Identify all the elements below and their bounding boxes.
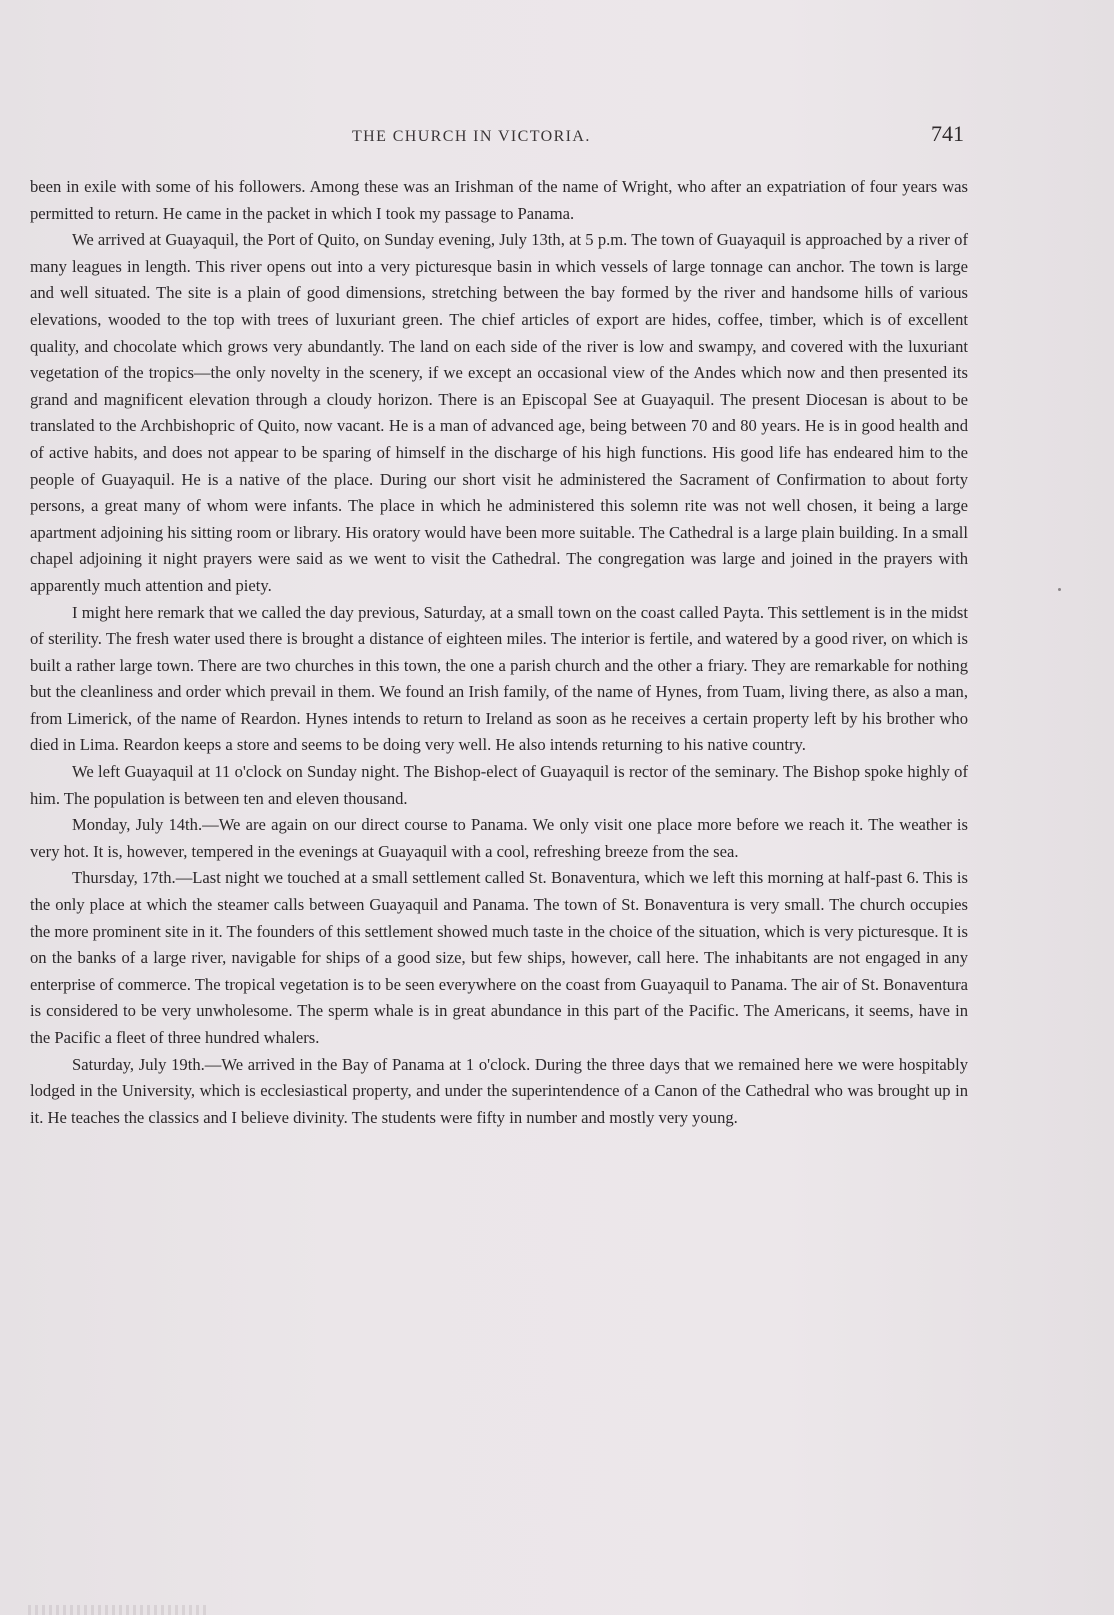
running-title: THE CHURCH IN VICTORIA. xyxy=(352,128,591,145)
paragraph-departure: We left Guayaquil at 11 o'clock on Sunday night. The Bishop-elect of Guayaquil is rector of the seminary. The Bishop spoke highly of him. The population is between ten and eleven thousand. xyxy=(30,762,968,808)
page-number: 741 xyxy=(931,121,964,146)
body-text xyxy=(30,174,968,1131)
paragraph-monday: Monday, July 14th.—We are again on our direct course to Panama. We only visit one place more before we reach it. The weather is very hot. It is, however, tempered in the evenings at Guayaquil with a cool, refreshing breeze from the sea. xyxy=(30,815,968,861)
paragraph-thursday: Thursday, 17th.—Last night we touched at a small settlement called St. Bonaventura, which we left this morning at half-past 6. This is the only place at which the steamer calls between Guayaquil and Panama. The town of St. Bonaventura is very small. The church occupies the more prominent site in it. The founders of this settlement showed much taste in the choice of the situation, which is very picturesque. It is on the banks of a large river, navigable for ships of a good size, but few ships, however, call here. The inhabitants are not engaged in any enterprise of commerce. The tropical vegetation is to be seen everywhere on the coast from Guayaquil to Panama. The air of St. Bonaventura is considered to be very unwholesome. The sperm whale is in great abundance in this part of the Pacific. The Americans, it seems, have in the Pacific a fleet of three hundred whalers. xyxy=(30,868,968,1047)
paragraph-saturday: Saturday, July 19th.—We arrived in the Bay of Panama at 1 o'clock. During the three days that we remained here we were hospitably lodged in the University, which is ecclesiastical property, and under the superintendence of a Canon of the Cathedral who was brought up in it. He teaches the classics and I believe divinity. The students were fifty in number and mostly very young. xyxy=(30,1054,968,1127)
paragraph-guayaquil: We arrived at Guayaquil, the Port of Quito, on Sunday evening, July 13th, at 5 p.m. The town of Guayaquil is approached by a river of many leagues in length. This river opens out into a very picturesque basin in which vessels of large tonnage can anchor. The town is large and well situated. The site is a plain of good dimensions, stretching between the bay formed by the river and handsome hills of various elevations, wooded to the top with trees of luxuriant green. The chief articles of export are hides, coffee, timber, which is of excellent quality, and chocolate which grows very abundantly. The land on each side of the river is low and swampy, and covered with the luxuriant vegetation of the tropics—the only novelty in the scenery, if we except an occasional view of the Andes which now and then presented its grand and magnificent elevation through a cloudy horizon. There is an Episcopal See at Guayaquil. The present Diocesan is about to be translated to the Archbishopric of Quito, now vacant. He is a man of advanced age, being between 70 and 80 years. He is in good health and of active habits, and does not appear to be sparing of himself in the discharge of his high functions. His good life has endeared him to the people of Guayaquil. He is a native of the place. During our short visit he administered the Sacrament of Confirmation to about forty persons, a great many of whom were infants. The place in which he administered this solemn rite was not well chosen, it being a large apartment adjoining his sitting room or library. His oratory would have been more suitable. The Cathedral is a large plain building. In a small chapel adjoining it night prayers were said as we went to visit the Cathedral. The congregation was large and joined in the prayers with apparently much attention and piety. xyxy=(30,230,968,595)
running-head xyxy=(0,121,1114,152)
paragraph-exile: been in exile with some of his followers. Among these was an Irishman of the name of Wright, who after an expatriation of four years was permitted to return. He came in the packet in which I took my passage to Panama. xyxy=(30,177,968,223)
bottom-edge-smudge xyxy=(28,1605,208,1615)
paragraph-payta: I might here remark that we called the day previous, Saturday, at a small town on the coast called Payta. This settlement is in the midst of sterility. The fresh water used there is brought a distance of eighteen miles. The interior is fertile, and watered by a good river, on which is built a rather large town. There are two churches in this town, the one a parish church and the other a friary. They are remarkable for nothing but the cleanliness and order which prevail in them. We found an Irish family, of the name of Hynes, from Tuam, living there, as also a man, from Limerick, of the name of Reardon. Hynes intends to return to Ireland as soon as he receives a certain property left by his brother who died in Lima. Reardon keeps a store and seems to be doing very well. He also intends returning to his native country. xyxy=(30,602,968,755)
paper-speck xyxy=(1058,588,1061,591)
